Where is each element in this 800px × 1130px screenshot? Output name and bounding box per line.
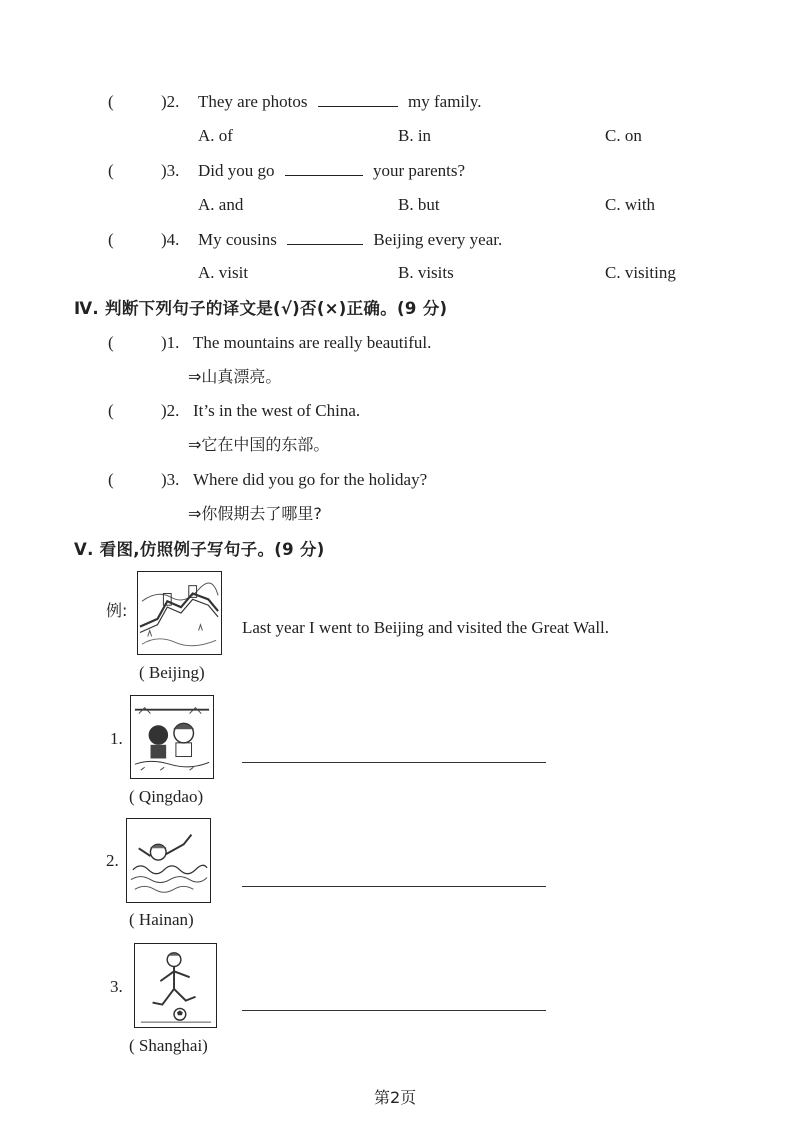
question-text-after: your parents? <box>373 161 466 180</box>
great-wall-icon <box>138 572 221 654</box>
example-sentence: Last year I went to Beijing and visited the Great Wall. <box>242 618 610 637</box>
english-sentence: Where did you go for the holiday? <box>193 470 428 489</box>
option-a[interactable]: A. and <box>198 195 244 214</box>
answer-paren[interactable]: ( <box>108 92 114 111</box>
item-number: 1. <box>110 729 123 748</box>
option-a[interactable]: A. visit <box>198 263 249 282</box>
example-place: ( Beijing) <box>139 663 205 682</box>
football-picture <box>134 943 217 1028</box>
answer-line[interactable] <box>242 762 546 763</box>
chinese-translation: ⇒它在中国的东部。 <box>188 435 330 454</box>
question-number: )4. <box>161 230 180 249</box>
question-number: )1. <box>161 333 180 352</box>
answer-paren[interactable]: ( <box>108 161 114 180</box>
item-number: 2. <box>106 851 119 870</box>
swimmer-icon <box>127 819 210 902</box>
answer-line[interactable] <box>242 886 546 887</box>
question-text-after: Beijing every year. <box>373 230 503 249</box>
great-wall-picture <box>137 571 222 655</box>
item-place: ( Qingdao) <box>129 787 204 806</box>
item-place: ( Hainan) <box>129 910 194 929</box>
chinese-translation: ⇒你假期去了哪里? <box>188 504 322 523</box>
option-c[interactable]: C. on <box>605 126 642 145</box>
item-number: 3. <box>110 977 123 996</box>
english-sentence: The mountains are really beautiful. <box>193 333 432 352</box>
section-5-title: Ⅴ. 看图,仿照例子写句子。(9 分) <box>74 540 325 559</box>
chinese-translation: ⇒山真漂亮。 <box>188 367 282 386</box>
answer-line[interactable] <box>242 1010 546 1011</box>
fill-blank[interactable] <box>318 92 398 107</box>
question-text-before: My cousins <box>198 230 277 249</box>
football-player-icon <box>135 944 216 1027</box>
answer-paren[interactable]: ( <box>108 333 114 352</box>
english-sentence: It’s in the west of China. <box>193 401 361 420</box>
example-label: 例: <box>106 601 128 620</box>
beach-kids-picture <box>130 695 214 779</box>
option-b[interactable]: B. visits <box>398 263 454 282</box>
question-text-before: They are photos <box>198 92 308 111</box>
page-number: 第2页 <box>374 1088 417 1107</box>
option-b[interactable]: B. in <box>398 126 432 145</box>
option-c[interactable]: C. visiting <box>605 263 676 282</box>
question-number: )2. <box>161 401 180 420</box>
fill-blank[interactable] <box>287 230 363 245</box>
answer-paren[interactable]: ( <box>108 470 114 489</box>
question-number: )3. <box>161 470 180 489</box>
option-a[interactable]: A. of <box>198 126 233 145</box>
question-text-after: my family. <box>408 92 482 111</box>
item-place: ( Shanghai) <box>129 1036 208 1055</box>
beach-kids-icon <box>131 696 213 778</box>
question-number: )3. <box>161 161 180 180</box>
section-4-title: Ⅳ. 判断下列句子的译文是(√)否(×)正确。(9 分) <box>74 299 448 318</box>
answer-paren[interactable]: ( <box>108 401 114 420</box>
question-text-before: Did you go <box>198 161 275 180</box>
fill-blank[interactable] <box>285 161 363 176</box>
question-number: )2. <box>161 92 180 111</box>
option-b[interactable]: B. but <box>398 195 440 214</box>
option-c[interactable]: C. with <box>605 195 656 214</box>
answer-paren[interactable]: ( <box>108 230 114 249</box>
swimming-picture <box>126 818 211 903</box>
